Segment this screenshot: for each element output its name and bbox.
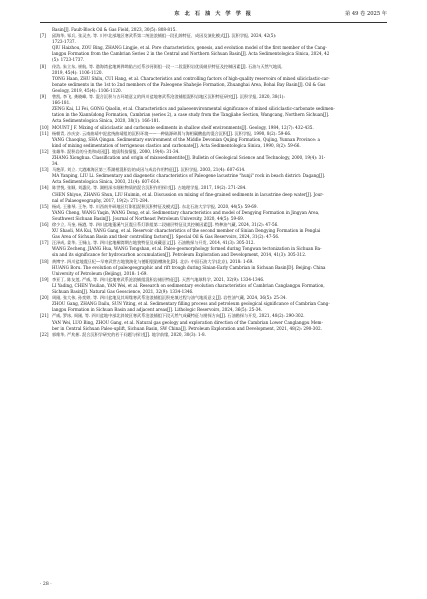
- reference-entry: [40, 222, 390, 240]
- reference-text: ZHANG Xionghua. Classification and origin of mixosedimentite[J]. Bulletin of Geological Science and Technology, 2000, 19(4): 31-: [52, 154, 326, 160]
- reference-text: langpu Formation in Sichuan Basin and adjacent areas[J]. Lithologic Reservoirs, 2024, 36(5): 25-34.: [52, 307, 263, 313]
- reference-text: YANG Chaoqing, SHA Qingan. Sedimentary environment of the Middle Devonian Qujing Formation, Qujing, Yunnan Province: a: [52, 136, 320, 142]
- reference-text: 汪泽成, 姜华, 王铜山, 等. 四川盆地桐湾期古地貌特征及成藏意义[J]. 石油勘探与开发, 2014, 41(3): 305-312.: [52, 240, 255, 246]
- reference-text: 马艳萍, 刘立. 大港滩海区第三系湖相混积岩的成因与成岩作用特征[J]. 沉积学报, 2003, 21(4): 607-614.: [52, 167, 246, 173]
- reference-text: 166-181.: [52, 100, 71, 106]
- reference-text: 徐少立, 马奎, 杨港, 等. 四川盆地蓬溪气区震旦系灯影组第二段储层特征及其控制因素[J]. 特种油气藏, 2024, 31(2): 47-56.: [52, 222, 279, 227]
- reference-text: CHEN Shiyue, ZHANG Shun, LIU Huimin, et al. Discussion on mixing of fine-grained sediments in lacustrine deep water[J]. Jour-: [52, 191, 324, 197]
- reference-text: 佟浩, 朱立东, 崔航, 等. 渤海湾盆地黄骅坳陷古近系沙河街组一段一二段混积岩优质储层特征及控制因素[J]. 石油与天然气地质,: [52, 63, 283, 69]
- reference-entry: [40, 259, 390, 277]
- reference-text: TONG Haan, ZHU Shilu, CUI Hang, et al. Characteristics and controlling factors of high-quality reservoirs of mixed siliciclastic-car-: [52, 75, 330, 81]
- reference-text: Geology, 2019, 45(4): 1106-1120.: [52, 87, 122, 93]
- reference-number: [19]: [40, 276, 49, 282]
- page-number: · 28 ·: [40, 582, 52, 587]
- reference-number: [10]: [40, 124, 49, 130]
- reference-text: YAN Wei, LUO Bing, ZHOU Gang, et al. Natural gas geology and exploration direction of the Cambrian Lower Canglangpu Mem-: [52, 319, 323, 325]
- reference-text: 黄博宇. 四川盆地震旦纪—早寒武世古地貌演化与德阳裂陷槽演化[D]. 北京: 中国石油大学(北京), 2018: 1-69.: [52, 258, 254, 264]
- reference-number: [13]: [40, 167, 49, 173]
- reference-entry: [40, 295, 390, 313]
- reference-number: [22]: [40, 331, 49, 337]
- reference-text: 陈世悦, 张顺, 刘惠民, 等. 湖相深水细粒物质的混合沉积作用探讨[J]. 古地理学报, 2017, 19(2): 271-284.: [52, 185, 247, 191]
- reference-text: MA Yanping, LIU Li. Sedimentary and diagenetic characteristics of Paleogene lacustrine "hunji" rock in beach district: Dagang[J].: [52, 173, 326, 179]
- reference-number: [18]: [40, 258, 49, 264]
- reference-text: Gas Area of Sichuan Basin and their controlling factors[J]. Special Oil & Gas Reservoirs, 2024, 31(2): 47-56.: [52, 234, 280, 240]
- page-header: [40, 10, 387, 23]
- reference-entry: [40, 33, 390, 63]
- reference-text: kind of mixing sedimentation of terrigenous clastics and carbonate[J]. Acta Sedimentologica Sinica, 1990, 8(2): 59-66.: [52, 142, 301, 148]
- reference-number: [16]: [40, 222, 49, 227]
- reference-text: 杨朝青, 沙庆安. 云南曲靖中泥盆统曲靖组的沉积环境——一种陆源碎屑与海相碳酸盐的混合沉积[J]. 沉积学报, 1990, 8(2): 59-66.: [52, 130, 292, 136]
- reference-entry: [40, 204, 390, 222]
- reference-number: [21]: [40, 313, 49, 319]
- reference-entry: [40, 240, 390, 258]
- reference-entry: [40, 313, 390, 331]
- reference-number: [12]: [40, 148, 49, 154]
- reference-text: XU Shaoli, MA Kui, YANG Gang, et al. Reservoir characteristics of the second member of Sinian Dengying Formation in Penglai: [52, 228, 321, 234]
- reference-entry: [40, 277, 390, 295]
- reference-text: (5): 1723-1737.: [52, 57, 85, 63]
- reference-number: [7]: [40, 33, 46, 39]
- reference-text: University of Petroleum (Beijing), 2018: 1-69.: [52, 270, 148, 276]
- reference-number: [8]: [40, 63, 46, 69]
- reference-text: 1723-1737.: [52, 39, 76, 45]
- reference-text: WANG Zecheng, JIANG Hua, WANG Tongshan, et al. Paleo-geomorphology formed during Tongwan tectonization in Sichuan Ba-: [52, 246, 322, 252]
- reference-text: 曾凯, 李飞, 龚晓峰, 等. 混合沉积与古环境意义的四川盆地寒武系沧浪铺组混积岩地区沉积特征研究[J]. 沉积学报, 2020, 38(1):: [52, 94, 285, 100]
- reference-text: Sichuan Basin[J]. Natural Gas Geoscience, 2021, 32(9): 1334-1346.: [52, 289, 194, 295]
- reference-text: nal of Palaeogeography, 2017, 19(2): 271-284.: [52, 197, 149, 203]
- reference-text: 严威, 罗冰, 周刚, 等. 四川盆地中部北斜坡区寒武系沧浪铺组下段天然气成藏特征与勘探方向[J]. 石油勘探与开发, 2021, 48(2): 290-302.: [52, 313, 305, 319]
- reference-text: ber in Central Sichuan Paleo-uplift, Sichuan Basin, SW China[J]. Petroleum Exploration and Development, 2021, 48(2): 290-302.: [52, 325, 322, 331]
- volume-info: 第 49 卷 2025 年: [345, 11, 387, 17]
- reference-entry: [40, 167, 390, 185]
- reference-text: LI Yading, CHEN Youlian, YAN Wei, et al. Research on sedimentary evolution characteristics of Cambrian Canglangpu Formation,: [52, 282, 325, 288]
- reference-text: YANG Cheng, WANG Yaqin, WANG Dong, et al. Sedimentary characteristics and model of Dengying Formation in Jingyan Area,: [52, 209, 320, 215]
- reference-text: HUANG Boru. The evolution of paleogeographic and rift trough during Sinian-Early Cambrian in Sichuan Basin[D]. Beijing: China: [52, 264, 326, 270]
- reference-text: 李亚丁, 陈友莲, 严威, 等. 四川盆地寒武系沧浪铺组混积岩储层特征[J]. 天然气地球科学, 2021, 32(9): 1334-1346.: [52, 276, 265, 282]
- reference-text: 邱海华, 邹兵, 张灵杰, 等. 川中北部地区寒武系第二统沧浪铺组一段孔隙特征、成因及演化模式[J]. 沉积学报, 2024, 42(5):: [52, 33, 277, 39]
- reference-text: 34.: [52, 161, 59, 167]
- reference-number: [15]: [40, 203, 49, 209]
- reference-entry: [40, 131, 390, 149]
- reference-text: Acta Sedimentologica Sinica, 2020, 38(1): 166-181.: [52, 118, 161, 124]
- reference-text: langpu Formation from the Cambrian Series 2 in the Central and Northern Sichuan Basin[J]. Acta Sedimentologica Sinica, 2024, 42: [52, 51, 330, 57]
- reference-number: [9]: [40, 94, 46, 100]
- journal-title: 东 北 石 油 大 学 学 报: [174, 11, 253, 17]
- reference-text: Southwest Sichuan Basin[J]. Journal of Northeast Petroleum University, 2020, 44(5): 59-69.: [52, 215, 245, 221]
- reference-text: sin and its significance for hydrocarbon accumulation[J]. Petroleum Exploration and Development, 2014, 41(3): 305-312.: [52, 252, 307, 258]
- reference-number: [14]: [40, 185, 49, 191]
- reference-list: [40, 27, 390, 338]
- reference-text: tation in the Xiannüdong Formation, Cambrian (series 2), a case study from the Tangjiahe Section, Wangcang, Northern Sichuan[J].: [52, 112, 330, 118]
- reference-text: Basin[J]. Fault-Block Oil & Gas Field, 2023, 30(5): 808-815.: [52, 27, 177, 32]
- reference-entry: [40, 149, 390, 167]
- reference-number: [20]: [40, 295, 49, 301]
- reference-text: ZHOU Gang, ZHANG Dailu, SUN Yiting, et al. Sedimentary filling process and petroleum geological significance of Cambrian Cang-: [52, 301, 330, 307]
- reference-text: bonate sediments in the 1st to 2nd members of the Paleogene Shahejie Formation, Zhuanghai Area, Bohai Bay Basin[J]. Oil & Gas: [52, 81, 326, 87]
- reference-text: 杨成, 王雅琴, 王冬, 等. 川西南井研地区灯影组混积沉积特征及模式[J]. 东北石油大学学报, 2020, 44(5): 59-69.: [52, 203, 258, 209]
- reference-text: 2019, 45(4): 1106-1120.: [52, 69, 103, 75]
- reference-entry: [40, 64, 390, 94]
- reference-entry: [40, 185, 390, 203]
- reference-text: 张雄华. 混积岩的分类和成因[J]. 地质科技情报, 2000, 19(4): 31-34.: [52, 148, 180, 154]
- reference-text: ZENG Kai, LI Fei, GONG Qiaolin, et al. Characteristics and palaeoenvironmental significance of mixed siliciclastic-carbonate sedimen-: [52, 106, 335, 112]
- reference-text: 周刚, 张大伟, 孙奕婷, 等. 四川盆地及其周缘寒武系沧浪铺组沉积充填过程与油气地质意义[J]. 岩性油气藏, 2024, 36(5): 25-34.: [52, 295, 287, 301]
- reference-text: 郭维华, 严兆彬. 混合沉积学研究的若干问题与探讨[J]. 地学前缘, 2020, 30(3): 1-8.: [52, 331, 206, 337]
- reference-text: QIU Haizhou, ZOU Bing, ZHANG Lingjie, et al. Pore characteristics, genesis, and evolution model of the first member of the Cang-: [52, 45, 327, 51]
- reference-entry: [40, 94, 390, 124]
- reference-text: Acta Sedimentologica Sinica, 2003, 21(4): 607-614.: [52, 179, 161, 185]
- reference-number: [17]: [40, 240, 49, 246]
- reference-entry: [40, 332, 390, 338]
- reference-text: MOUNT J F. Mixing of siliciclastic and carbonate sediments in shallow shelf environments[J]. Geology, 1984, 12(7): 432-435.: [52, 124, 314, 130]
- reference-number: [11]: [40, 130, 49, 136]
